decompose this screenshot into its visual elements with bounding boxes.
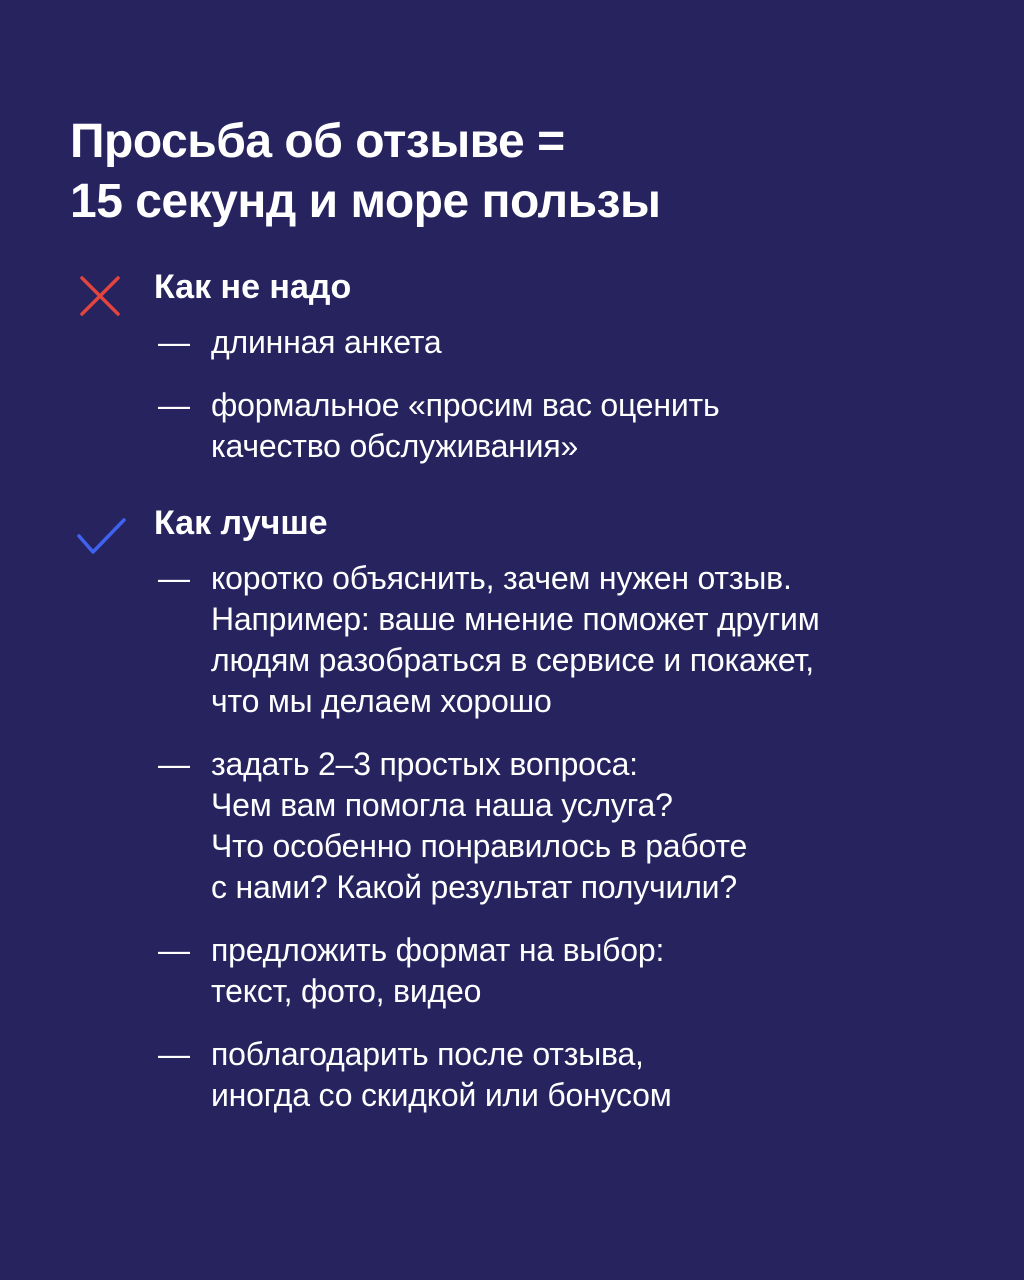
- item-text-line: качество обслуживания»: [211, 428, 579, 464]
- item-text-line: иногда со скидкой или бонусом: [211, 1077, 672, 1113]
- item-text-line: Например: ваше мнение поможет другим: [211, 601, 820, 637]
- dash-marker: —: [158, 1036, 190, 1072]
- dash-marker: —: [158, 746, 190, 782]
- item-text-line: коротко объяснить, зачем нужен отзыв.: [211, 560, 792, 596]
- item-text-line: людям разобраться в сервисе и покажет,: [211, 642, 814, 678]
- list-item: [0, 930, 1024, 1012]
- section-title-how-not-to: Как не надо: [154, 268, 352, 306]
- dash-marker: —: [158, 387, 190, 423]
- item-text-line: формальное «просим вас оценить: [211, 387, 720, 423]
- list-item: [0, 1034, 1024, 1116]
- item-text-line: Чем вам помогла наша услуга?: [211, 787, 673, 823]
- item-text-line: текст, фото, видео: [211, 973, 482, 1009]
- dash-marker: —: [158, 932, 190, 968]
- section-how-not-to: [0, 262, 1024, 489]
- cross-icon: [76, 272, 126, 322]
- list-item: [0, 322, 1024, 363]
- section-how-better: [0, 498, 1024, 1138]
- dash-marker: —: [158, 324, 190, 360]
- section-title-how-better: Как лучше: [154, 504, 328, 542]
- list-how-better: [0, 558, 1024, 1116]
- item-text-line: предложить формат на выбор:: [211, 932, 665, 968]
- item-text-line: с нами? Какой результат получили?: [211, 869, 737, 905]
- list-item: [0, 744, 1024, 908]
- title-line-2: 15 секунд и море пользы: [70, 175, 661, 228]
- item-text-line: что мы делаем хорошо: [211, 683, 552, 719]
- title-line-1: Просьба об отзыве =: [70, 115, 565, 168]
- item-text-line: Что особенно понравилось в работе: [211, 828, 748, 864]
- list-item: [0, 385, 1024, 467]
- section-header-how-better: [0, 498, 1024, 546]
- item-text-line: длинная анкета: [211, 324, 442, 360]
- item-text-line: поблагодарить после отзыва,: [211, 1036, 644, 1072]
- section-header-how-not-to: [0, 262, 1024, 310]
- page-title: [70, 112, 970, 232]
- item-text-line: задать 2–3 простых вопроса:: [211, 746, 638, 782]
- list-item: [0, 558, 1024, 722]
- list-how-not-to: [0, 322, 1024, 467]
- check-icon: [76, 508, 126, 558]
- dash-marker: —: [158, 560, 190, 596]
